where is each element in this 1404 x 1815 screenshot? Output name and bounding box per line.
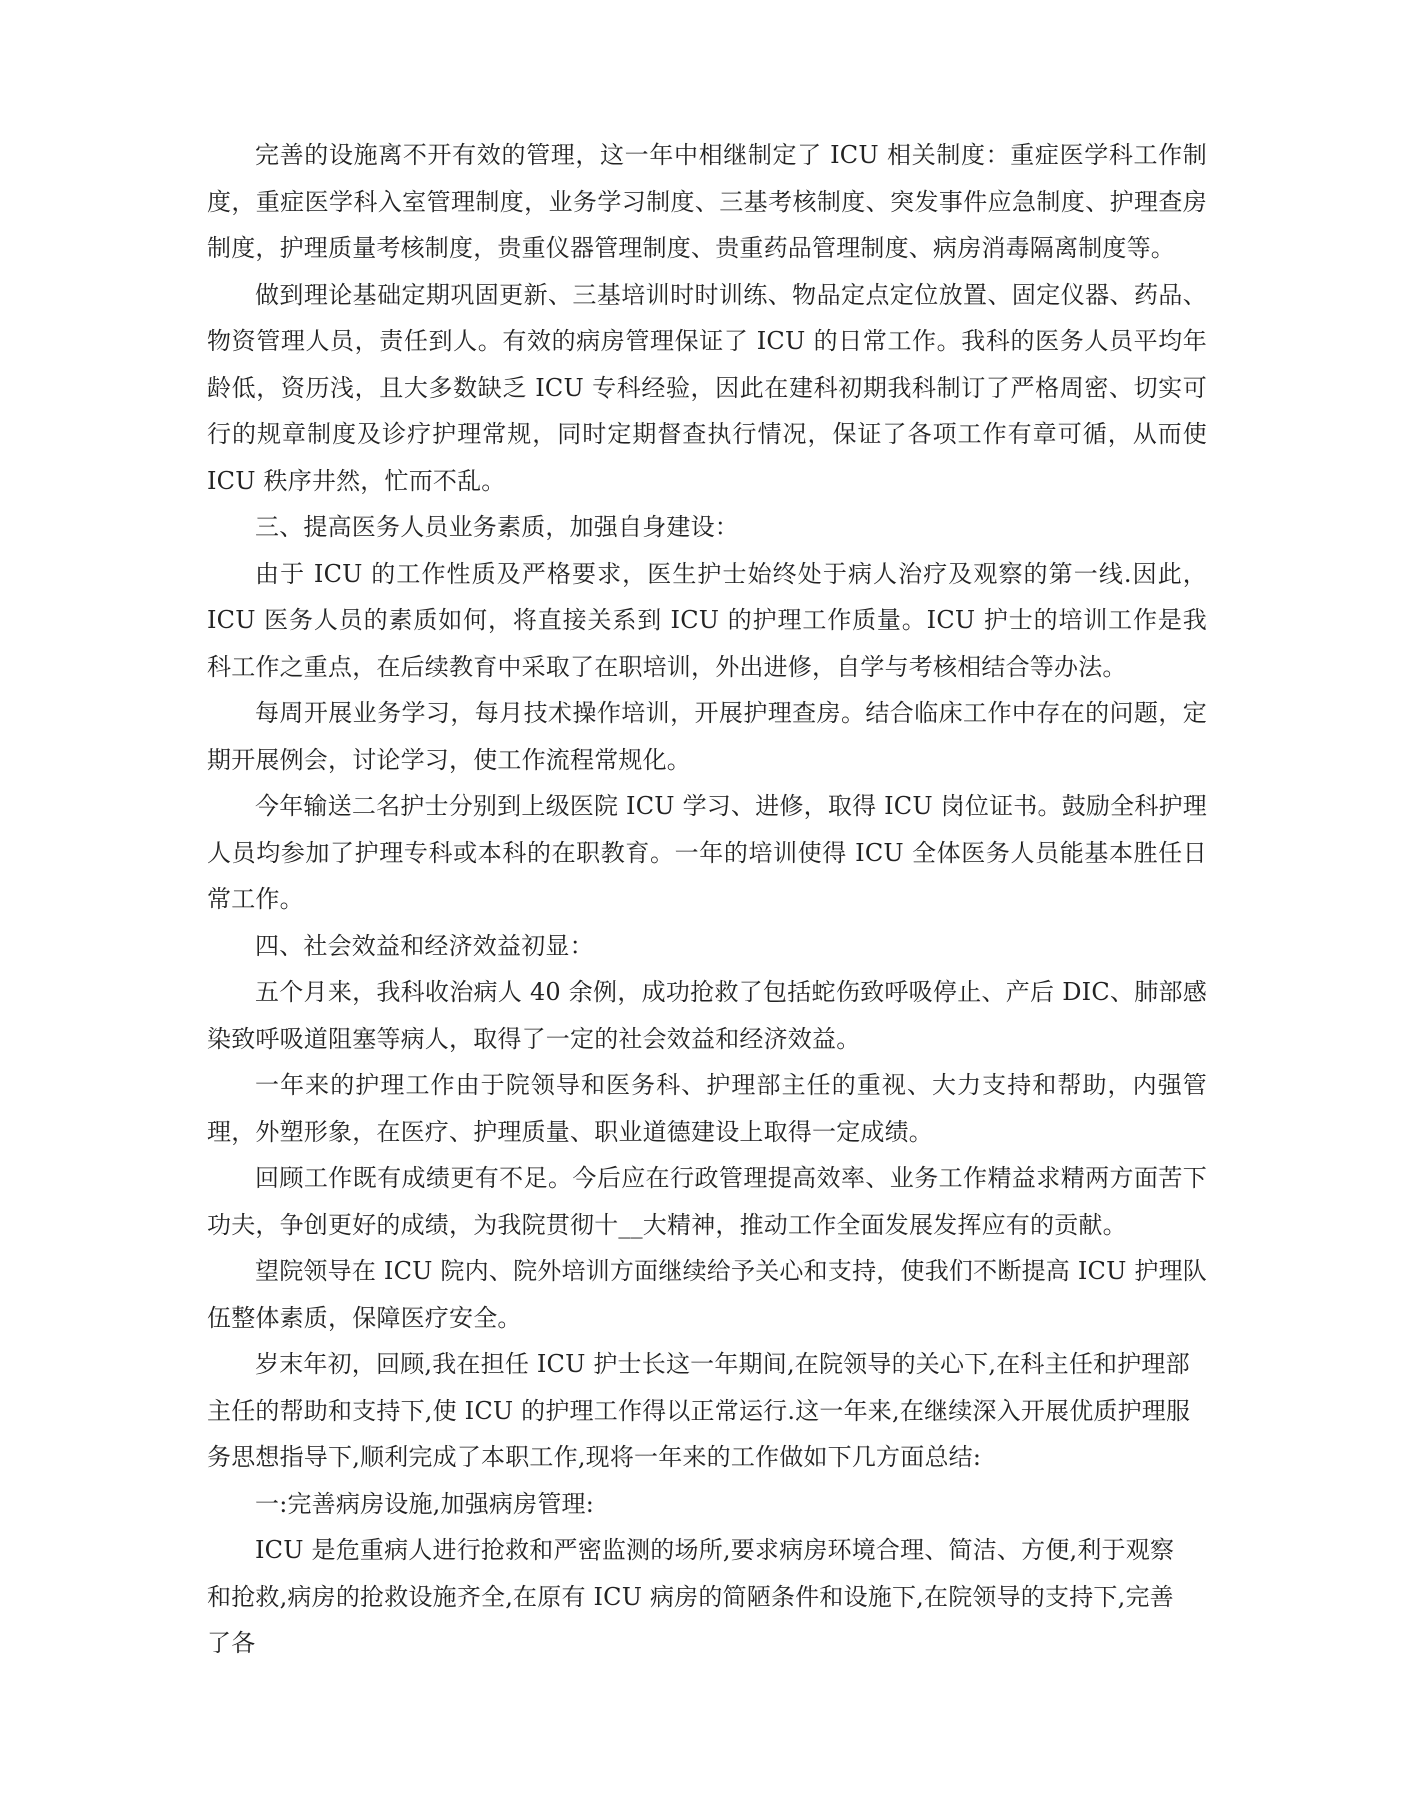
paragraph-review: 回顾工作既有成绩更有不足。今后应在行政管理提高效率、业务工作精益求精两方面苦下功夫，争创更好的成绩，为我院贯彻十__大精神，推动工作全面发展发挥应有的贡献。 xyxy=(207,1164,1207,1239)
paragraph-achievements: 一年来的护理工作由于院领导和医务科、护理部主任的重视、大力支持和帮助，内强管理，外塑形象，在医疗、护理质量、职业道德建设上取得一定成绩。 xyxy=(207,1071,1207,1146)
section-heading-1: 一:完善病房设施,加强病房管理: xyxy=(255,1489,594,1518)
paragraph-year-summary: 岁末年初，回顾,我在担任 ICU 护士长这一年期间,在院领导的关心下,在科主任和护理部主任的帮助和支持下,使 ICU 的护理工作得以正常运行.这一年来,在继续深入开展优质护理服务思想指导下,顺利完成了本职工作,现将一年来的工作做如下几方面总结: xyxy=(207,1350,1191,1471)
document-body xyxy=(207,132,1207,1667)
section-heading-3: 三、提高医务人员业务素质，加强自身建设： xyxy=(255,513,739,541)
paragraph-management-systems: 完善的设施离不开有效的管理，这一年中相继制定了 ICU 相关制度：重症医学科工作制度，重症医学科入室管理制度，业务学习制度、三基考核制度、突发事件应急制度、护理查房制度，护理质量考核制度，贵重仪器管理制度、贵重药品管理制度、病房消毒隔离制度等。 xyxy=(207,141,1207,262)
paragraph-icu-facilities: ICU 是危重病人进行抢救和严密监测的场所,要求病房环境合理、简洁、方便,利于观察和抢救,病房的抢救设施齐全,在原有 ICU 病房的简陋条件和设施下,在院领导的支持下,完善了各 xyxy=(207,1536,1175,1657)
paragraph-request-support: 望院领导在 ICU 院内、院外培训方面继续给予关心和支持，使我们不断提高 ICU 护理队伍整体素质，保障医疗安全。 xyxy=(207,1257,1207,1332)
paragraph-weekly-training: 每周开展业务学习，每月技术操作培训，开展护理查房。结合临床工作中存在的问题，定期开展例会，讨论学习，使工作流程常规化。 xyxy=(207,699,1207,774)
paragraph-staff-quality: 由于 ICU 的工作性质及严格要求，医生护士始终处于病人治疗及观察的第一线.因此，ICU 医务人员的素质如何，将直接关系到 ICU 的护理工作质量。ICU 护士的培训工作是我科工作之重点，在后续教育中采取了在职培训，外出进修，自学与考核相结合等办法。 xyxy=(207,559,1207,681)
paragraph-patient-outcomes: 五个月来，我科收治病人 40 余例，成功抢救了包括蛇伤致呼吸停止、产后 DIC、肺部感染致呼吸道阻塞等病人，取得了一定的社会效益和经济效益。 xyxy=(207,978,1207,1053)
paragraph-nurse-education: 今年输送二名护士分别到上级医院 ICU 学习、进修，取得 ICU 岗位证书。鼓励全科护理人员均参加了护理专科或本科的在职教育。一年的培训使得 ICU 全体医务人员能基本胜任日常工作。 xyxy=(207,792,1207,913)
section-heading-4: 四、社会效益和经济效益初显： xyxy=(255,931,594,960)
paragraph-ward-management: 做到理论基础定期巩固更新、三基培训时时训练、物品定点定位放置、固定仪器、药品、物资管理人员，责任到人。有效的病房管理保证了 ICU 的日常工作。我科的医务人员平均年龄低，资历浅，且大多数缺乏 ICU 专科经验，因此在建科初期我科制订了严格周密、切实可行的规章制度及诊疗护理常规，同时定期督查执行情况，保证了各项工作有章可循，从而使 ICU 秩序井然，忙而不乱。 xyxy=(207,280,1207,495)
